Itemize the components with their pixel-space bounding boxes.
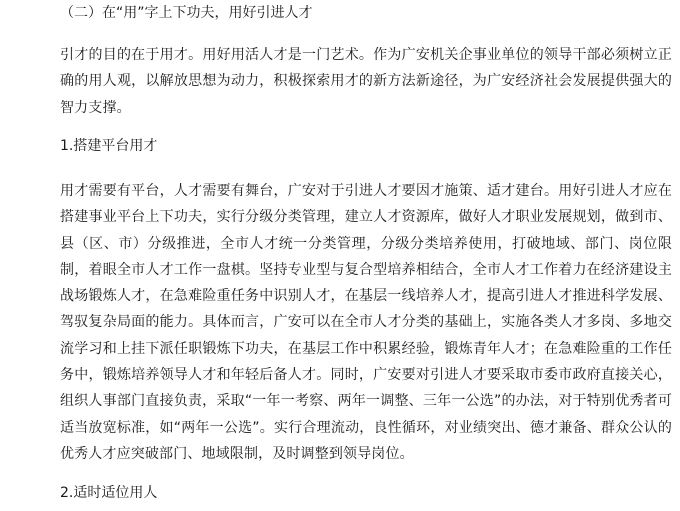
section-heading: （二）在“用”字上下功夫，用好引进人才 [60, 5, 313, 21]
paragraph-purpose-of-talent: 引才的目的在于用才。用好用活人才是一门艺术。作为广安机关企事业单位的领导干部必须树立正确的用人观，以解放思想为动力，积极探索用才的新方法新途径，为广安经济社会发展提供强大的智力支撑。 [60, 47, 672, 116]
subheading-build-platform: 1.搭建平台用才 [60, 138, 158, 154]
paragraph-platform-details: 用才需要有平台，人才需要有舞台，广安对于引进人才要因才施策、适才建台。用好引进人才应在搭建事业平台上下功夫，实行分级分类管理，建立人才资源库，做好人才职业发展规划，做到市、县（区、市）分级推进，全市人才统一分类管理，分级分类培养使用，打破地域、部门、岗位限制，着眼全市人才工作一盘棋。坚持专业型与复合型培养相结合，全市人才工作着力在经济建设主战场锻炼人才，在急难险重任务中识别人才，在基层一线培养人才，提高引进人才推进科学发展、驾驭复杂局面的能力。具体而言，广安可以在全市人才分类的基础上，实施各类人才多岗、多地交流学习和上挂下派任职锻炼下功夫，在基层工作中积累经验，锻炼青年人才；在急难险重的工作任务中，锻炼培养领导人才和年轻后备人才。同时，广安要对引进人才要采取市委市政府直接关心，组织人事部门直接负责，采取“一年一考察、两年一调整、三年一公选”的办法，对于特别优秀者可适当放宽标准，如“两年一公选”。实行合理流动，良性循环，对业绩突出、德才兼备、群众公认的优秀人才应突破部门、地域限制，及时调整到领导岗位。 [60, 183, 672, 462]
subheading-timely-placement: 2.适时适位用人 [60, 485, 158, 501]
